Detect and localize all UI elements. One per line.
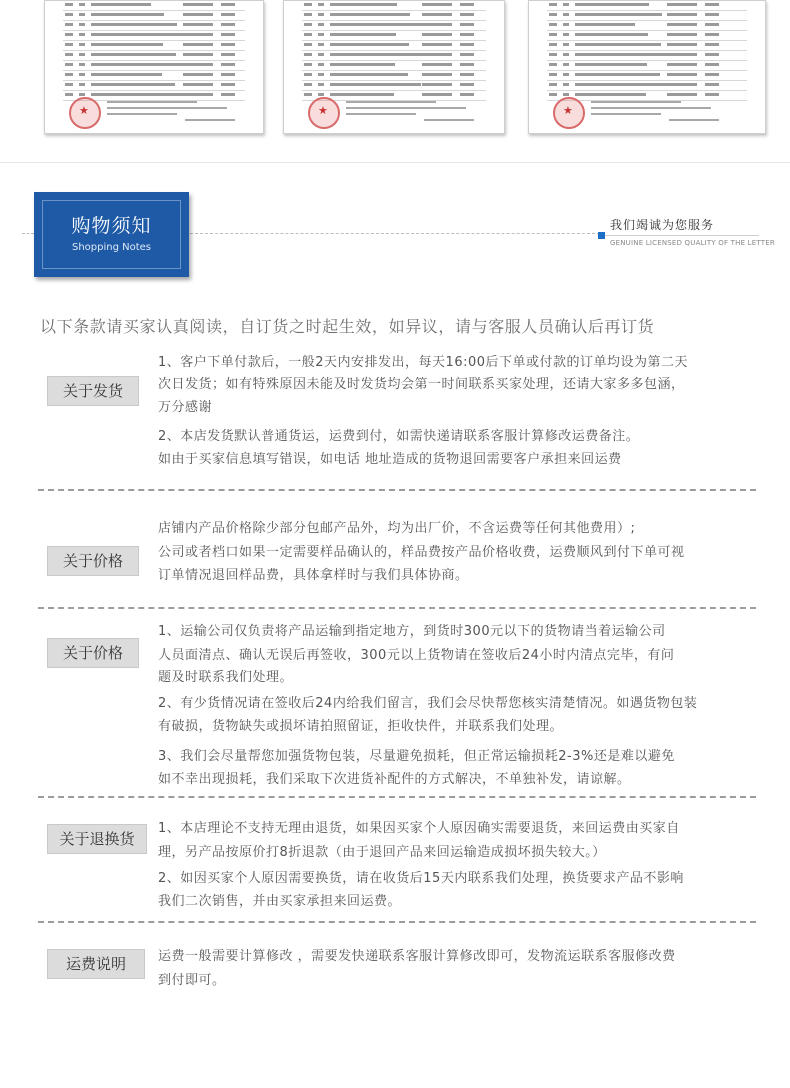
stamp-seal-icon xyxy=(308,97,340,129)
certificate-cell-text xyxy=(549,73,557,76)
certificate-cell-text xyxy=(65,23,73,26)
certificate-cell-text xyxy=(304,73,312,76)
certificate-cell-text xyxy=(221,73,235,76)
certificate-cell-text xyxy=(304,63,312,66)
certificate-cell-text xyxy=(575,53,674,56)
certificate-footer-text xyxy=(346,101,436,103)
section-title-badge xyxy=(34,192,189,277)
certificate-cell-text xyxy=(667,3,697,6)
certificate-cell-text xyxy=(460,23,474,26)
certificate-cell-text xyxy=(422,53,452,56)
certificate-cell-text xyxy=(705,43,719,46)
certificate-cell-text xyxy=(221,43,235,46)
certificate-cell-text xyxy=(460,53,474,56)
certificate-cell-text xyxy=(330,93,394,96)
certificate-footer-text xyxy=(591,107,711,109)
slogan-underline xyxy=(605,235,759,236)
certificate-cell-text xyxy=(705,63,719,66)
certificate-cell-text xyxy=(460,3,474,6)
page-title: 购物须知 xyxy=(71,215,152,237)
section-text-line: 到付即可。 xyxy=(158,973,226,988)
certificate-cell-text xyxy=(460,13,474,16)
certificate-cell-text xyxy=(79,53,85,56)
certificate-cell-text xyxy=(304,83,312,86)
certificate-cell-text xyxy=(575,63,647,66)
certificate-cell-text xyxy=(65,73,73,76)
section-text-line: 万分感谢 xyxy=(158,400,213,415)
certificate-cell-text xyxy=(91,73,162,76)
certificate-table-row xyxy=(63,61,245,71)
section-text-line: 人员面清点、确认无误后再签收，300元以上货物请在签收后24小时内清点完毕，有问 xyxy=(158,648,675,663)
section-text-line: 1、运输公司仅负责将产品运输到指定地方，到货时300元以下的货物请当着运输公司 xyxy=(158,624,666,639)
certificate-cell-text xyxy=(705,23,719,26)
certificate-cell-text xyxy=(460,83,474,86)
section-text-line: 次日发货；如有特殊原因未能及时发货均会第一时间联系买家处理，还请大家多多包涵， xyxy=(158,377,685,392)
certificate-cell-text xyxy=(318,53,324,56)
certificate-table-row xyxy=(302,11,486,21)
certificate-cell-text xyxy=(304,33,312,36)
section-text-line: 3、我们会尽量帮您加强货物包装，尽量避免损耗，但正常运输损耗2-3%还是难以避免 xyxy=(158,749,675,764)
header-rule xyxy=(190,233,600,234)
certificate-cell-text xyxy=(183,73,213,76)
certificate-cell-text xyxy=(705,83,719,86)
certificate-cell-text xyxy=(330,83,421,86)
certificate-footer-text xyxy=(107,101,197,103)
section-text-line: 我们二次销售，并由买家承担来回运费。 xyxy=(158,894,402,909)
stamp-seal-icon xyxy=(553,97,585,129)
certificate-cell-text xyxy=(549,83,557,86)
certificate-cell-text xyxy=(422,43,452,46)
certificate-cell-text xyxy=(330,53,422,56)
certificate-cell-text xyxy=(422,3,452,6)
section-divider xyxy=(38,921,756,923)
certificate-cell-text xyxy=(318,73,324,76)
certificate-cell-text xyxy=(304,93,312,96)
certificate-table xyxy=(302,1,486,101)
certificate-cell-text xyxy=(549,13,557,16)
section-divider xyxy=(38,607,756,609)
certificate-cell-text xyxy=(330,73,408,76)
section-divider xyxy=(38,489,756,491)
certificate-strip xyxy=(0,0,790,150)
certificate-cell-text xyxy=(460,63,474,66)
certificate-cell-text xyxy=(79,73,85,76)
certificate-cell-text xyxy=(318,33,324,36)
certificate-footer-text xyxy=(669,119,719,121)
certificate-cell-text xyxy=(422,23,452,26)
section-text-line: 如由于买家信息填写错误，如电话 地址造成的货物退回需要客户承担来回运费 xyxy=(158,452,622,467)
certificate-cell-text xyxy=(91,13,164,16)
certificate-cell-text xyxy=(667,53,697,56)
certificate-cell-text xyxy=(183,3,213,6)
section-text-line: 题及时联系我们处理。 xyxy=(158,670,294,685)
certificate-cell-text xyxy=(705,93,719,96)
certificate-table-row xyxy=(63,81,245,91)
certificate-cell-text xyxy=(304,13,312,16)
certificate-footer-text xyxy=(591,113,661,115)
certificate-cell-text xyxy=(667,13,697,16)
service-slogan-en: GENUINE LICENSED QUALITY OF THE LETTER xyxy=(610,239,775,247)
certificate-cell-text xyxy=(79,13,85,16)
certificate-cell-text xyxy=(330,23,423,26)
certificate-cell-text xyxy=(549,3,557,6)
certificate-cell-text xyxy=(183,83,213,86)
certificate-table-row xyxy=(547,71,747,81)
section-divider xyxy=(38,796,756,798)
certificate-cell-text xyxy=(221,83,235,86)
certificate-cell-text xyxy=(667,63,697,66)
certificate-table-row xyxy=(63,51,245,61)
certificate-table-row xyxy=(302,41,486,51)
section-label-shipping: 关于发货 xyxy=(47,376,139,406)
certificate-cell-text xyxy=(460,93,474,96)
bullet-square-icon xyxy=(598,232,605,239)
certificate-table-row xyxy=(302,81,486,91)
section-label-freight: 运费说明 xyxy=(47,949,145,979)
certificate-footer-text xyxy=(591,101,681,103)
certificate-table-row xyxy=(547,81,747,91)
section-text-line: 2、有少货情况请在签收后24内给我们留言，我们会尽快帮您核实清楚情况。如遇货物包装 xyxy=(158,696,698,711)
section-label-returns: 关于退换货 xyxy=(47,824,147,854)
certificate-cell-text xyxy=(304,43,312,46)
certificate-cell-text xyxy=(549,53,557,56)
certificate-cell-text xyxy=(563,83,569,86)
certificate-cell-text xyxy=(549,23,557,26)
certificate-footer-text xyxy=(107,107,227,109)
certificate-cell-text xyxy=(318,3,324,6)
certificate-cell-text xyxy=(91,3,151,6)
section-text-line: 店铺内产品价格除少部分包邮产品外，均为出厂价，不含运费等任何其他费用）; xyxy=(158,521,636,536)
certificate-cell-text xyxy=(575,73,660,76)
certificate-table-row xyxy=(302,51,486,61)
certificate-cell-text xyxy=(65,33,73,36)
certificate-cell-text xyxy=(460,73,474,76)
certificate-cell-text xyxy=(221,63,235,66)
certificate-cell-text xyxy=(304,53,312,56)
certificate-cell-text xyxy=(65,13,73,16)
certificate-cell-text xyxy=(79,43,85,46)
certificate-image xyxy=(528,0,766,134)
stamp-seal-icon xyxy=(69,97,101,129)
certificate-cell-text xyxy=(79,3,85,6)
certificate-table-row xyxy=(302,61,486,71)
certificate-cell-text xyxy=(667,73,697,76)
certificate-footer-text xyxy=(424,119,474,121)
certificate-cell-text xyxy=(183,33,213,36)
certificate-cell-text xyxy=(549,63,557,66)
certificate-cell-text xyxy=(667,23,697,26)
certificate-cell-text xyxy=(422,33,452,36)
certificate-cell-text xyxy=(575,93,646,96)
certificate-cell-text xyxy=(183,43,213,46)
certificate-cell-text xyxy=(79,63,85,66)
certificate-cell-text xyxy=(549,43,557,46)
certificate-table-row xyxy=(302,1,486,11)
certificate-cell-text xyxy=(575,33,648,36)
section-text-line: 如不幸出现损耗，我们采取下次进货补配件的方式解决，不单独补发，请谅解。 xyxy=(158,772,631,787)
section-label-transport: 关于价格 xyxy=(47,638,139,668)
certificate-table-row xyxy=(63,31,245,41)
certificate-cell-text xyxy=(221,33,235,36)
certificate-cell-text xyxy=(91,33,190,36)
certificate-cell-text xyxy=(183,63,213,66)
certificate-cell-text xyxy=(304,3,312,6)
certificate-cell-text xyxy=(422,63,452,66)
certificate-cell-text xyxy=(563,43,569,46)
certificate-cell-text xyxy=(304,23,312,26)
certificate-cell-text xyxy=(79,23,85,26)
certificate-table-row xyxy=(547,21,747,31)
certificate-footer-text xyxy=(107,113,177,115)
certificate-cell-text xyxy=(221,23,235,26)
certificate-cell-text xyxy=(563,3,569,6)
certificate-cell-text xyxy=(318,63,324,66)
certificate-table-row xyxy=(547,31,747,41)
header-rule xyxy=(22,233,34,234)
section-text-line: 公司或者档口如果一定需要样品确认的，样品费按产品价格收费，运费顺风到付下单可视 xyxy=(158,545,685,560)
certificate-cell-text xyxy=(79,93,85,96)
certificate-table-row xyxy=(547,1,747,11)
section-text-line: 2、如因买家个人原因需要换货，请在收货后15天内联系我们处理，换货要求产品不影响 xyxy=(158,871,684,886)
certificate-cell-text xyxy=(667,43,697,46)
certificate-cell-text xyxy=(575,23,635,26)
certificate-cell-text xyxy=(563,23,569,26)
certificate-footer-text xyxy=(346,113,416,115)
section-text-line: 运费一般需要计算修改 ，需要发快递联系客服计算修改即可，发物流运联系客服修改费 xyxy=(158,949,676,964)
certificate-cell-text xyxy=(422,13,452,16)
certificate-table-row xyxy=(547,61,747,71)
certificate-cell-text xyxy=(221,3,235,6)
certificate-cell-text xyxy=(318,23,324,26)
certificate-cell-text xyxy=(330,63,395,66)
certificate-cell-text xyxy=(563,33,569,36)
certificate-cell-text xyxy=(705,33,719,36)
certificate-table-row xyxy=(63,11,245,21)
certificate-footer-text xyxy=(185,119,235,121)
certificate-cell-text xyxy=(563,53,569,56)
certificate-cell-text xyxy=(91,43,163,46)
certificate-cell-text xyxy=(221,53,235,56)
certificate-cell-text xyxy=(65,83,73,86)
certificate-table xyxy=(547,1,747,101)
certificate-cell-text xyxy=(318,93,324,96)
certificate-cell-text xyxy=(91,23,177,26)
section-text-line: 理，另产品按原价打8折退款（由于退回产品来回运输造成损坏损失较大。） xyxy=(158,845,606,860)
certificate-table-row xyxy=(63,41,245,51)
certificate-image xyxy=(44,0,264,134)
certificate-cell-text xyxy=(460,33,474,36)
certificate-cell-text xyxy=(575,3,649,6)
certificate-cell-text xyxy=(183,53,213,56)
certificate-table-row xyxy=(302,71,486,81)
certificate-cell-text xyxy=(422,73,452,76)
certificate-cell-text xyxy=(705,13,719,16)
certificate-cell-text xyxy=(330,13,410,16)
certificate-cell-text xyxy=(575,43,661,46)
section-text-line: 有破损，货物缺失或损坏请拍照留证，拒收快件，并联系我们处理。 xyxy=(158,719,564,734)
certificate-cell-text xyxy=(79,83,85,86)
certificate-cell-text xyxy=(79,33,85,36)
certificate-cell-text xyxy=(318,13,324,16)
certificate-cell-text xyxy=(221,13,235,16)
certificate-cell-text xyxy=(330,3,397,6)
certificate-cell-text xyxy=(563,93,569,96)
certificate-cell-text xyxy=(65,43,73,46)
certificate-cell-text xyxy=(183,23,213,26)
certificate-table-row xyxy=(63,71,245,81)
page-subtitle: Shopping Notes xyxy=(71,242,152,253)
service-slogan-cn: 我们竭诚为您服务 xyxy=(610,218,715,232)
certificate-cell-text xyxy=(667,93,697,96)
certificate-table-row xyxy=(63,21,245,31)
certificate-cell-text xyxy=(318,43,324,46)
section-label-price: 关于价格 xyxy=(47,546,139,576)
section-text-line: 1、本店理论不支持无理由退货，如果因买家个人原因确实需要退货，来回运费由买家自 xyxy=(158,821,680,836)
certificate-cell-text xyxy=(65,53,73,56)
certificate-cell-text xyxy=(563,13,569,16)
certificate-cell-text xyxy=(705,53,719,56)
certificate-cell-text xyxy=(422,83,452,86)
certificate-cell-text xyxy=(575,83,673,86)
certificate-cell-text xyxy=(65,63,73,66)
certificate-image xyxy=(283,0,505,134)
certificate-table-row xyxy=(302,21,486,31)
certificate-cell-text xyxy=(705,73,719,76)
certificate-cell-text xyxy=(422,93,452,96)
certificate-cell-text xyxy=(563,73,569,76)
divider xyxy=(0,162,790,163)
certificate-table xyxy=(63,1,245,101)
certificate-cell-text xyxy=(549,93,557,96)
certificate-cell-text xyxy=(221,93,235,96)
certificate-cell-text xyxy=(563,63,569,66)
section-text-line: 2、本店发货默认普通货运，运费到付，如需快递请联系客服计算修改运费备注。 xyxy=(158,429,640,444)
certificate-cell-text xyxy=(330,33,396,36)
certificate-cell-text xyxy=(575,13,662,16)
certificate-table-row xyxy=(63,1,245,11)
intro-notice: 以下条款请买家认真阅读，自订货之时起生效，如异议，请与客服人员确认后再订货 xyxy=(40,317,655,336)
certificate-cell-text xyxy=(183,13,213,16)
certificate-cell-text xyxy=(667,83,697,86)
certificate-footer-text xyxy=(346,107,466,109)
certificate-cell-text xyxy=(330,43,409,46)
certificate-cell-text xyxy=(91,63,189,66)
certificate-cell-text xyxy=(91,83,175,86)
certificate-cell-text xyxy=(549,33,557,36)
certificate-cell-text xyxy=(65,3,73,6)
certificate-cell-text xyxy=(65,93,73,96)
certificate-cell-text xyxy=(91,93,188,96)
certificate-cell-text xyxy=(183,93,213,96)
certificate-table-row xyxy=(547,51,747,61)
certificate-table-row xyxy=(302,31,486,41)
certificate-cell-text xyxy=(91,53,176,56)
certificate-cell-text xyxy=(705,3,719,6)
section-text-line: 订单情况退回样品费，具体拿样时与我们具体协商。 xyxy=(158,568,469,583)
certificate-table-row xyxy=(547,41,747,51)
certificate-cell-text xyxy=(460,43,474,46)
section-text-line: 1、客户下单付款后，一般2天内安排发出，每天16:00后下单或付款的订单均设为第二天 xyxy=(158,355,689,370)
certificate-cell-text xyxy=(667,33,697,36)
certificate-table-row xyxy=(547,11,747,21)
certificate-cell-text xyxy=(318,83,324,86)
